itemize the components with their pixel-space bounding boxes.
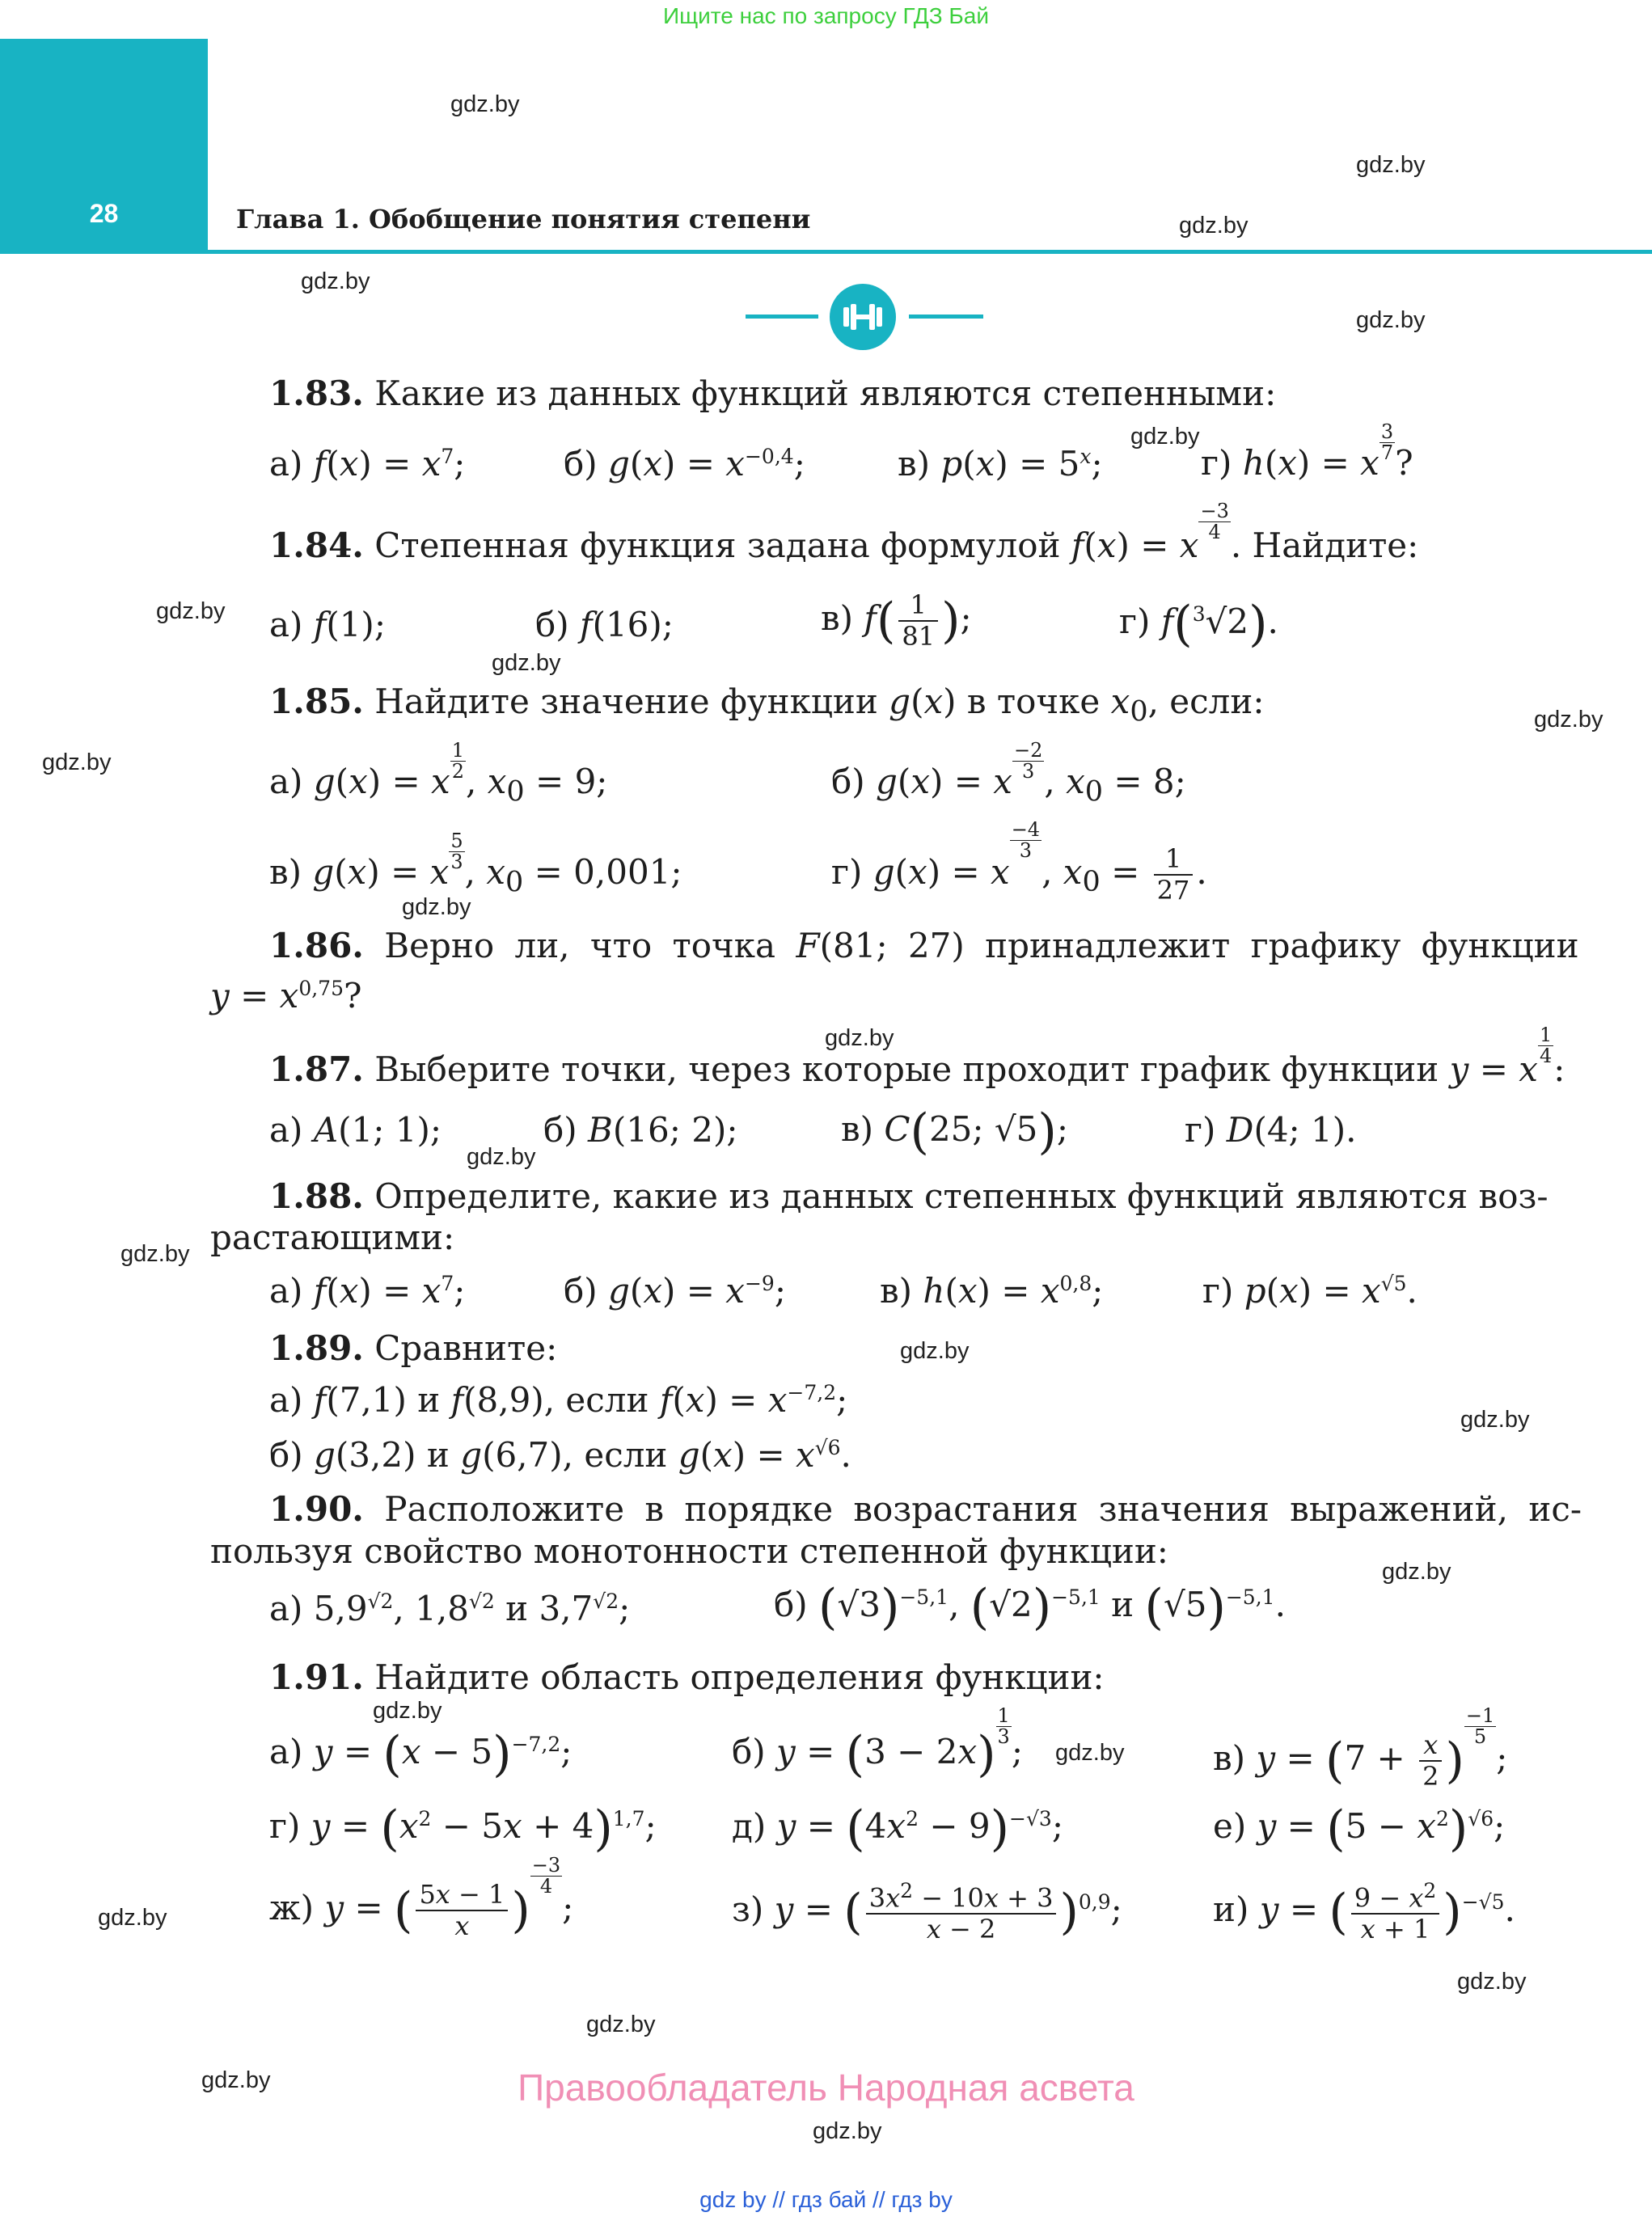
item-1-91-c: в) y = (7 + $\frac{x}{2}$ ) $\frac{-1}{5}$ ; [1213,1704,1508,1792]
watermark: gdz.by [1457,1969,1527,1995]
page-number: 28 [89,199,119,228]
divider-right [909,315,983,319]
item-1-85-b: б) g(x) = x $\frac{-2}{3}$ , $x_0 = 8$; [831,739,1186,809]
item-1-83-c: в) $p(x) = 5^x$; [898,444,1103,483]
problem-1-85: 1.85. Найдите значение функции g(x) в точке $x_0$, если: [269,682,1265,728]
item-1-84-a: а) f(1); [269,605,386,644]
item-1-83-b: б) $g(x) = x^{-0,4}$; [564,444,805,483]
item-1-87-c: в) C(25; √5); [841,1104,1068,1160]
dumbbell-icon [830,284,896,350]
item-1-90-b: б) $(√3)^{-5,1}$, $(√2)^{-5,1}$ и $(√5)^{-5,1}$. [774,1579,1286,1636]
top-note: Ищите нас по запросу ГДЗ Бай [662,3,990,28]
watermark: gdz.by [1179,213,1249,239]
problem-1-86-cont: $y = x^{0,75}$? [210,976,362,1015]
header-rule [208,250,1652,254]
item-1-91-b: б) y = (3 − 2x) $\frac{1}{3}$ ; [732,1704,1023,1783]
watermark: gdz.by [467,1144,536,1170]
item-1-85-c: в) g(x) = x $\frac{5}{3}$ , $x_0 = 0,001$; [269,830,682,899]
item-1-91-e: д) $y = (4x^2 - 9)^{-√3}$; [732,1801,1063,1857]
problem-1-90: 1.90. Расположите в порядке возрастания значения выражений, ис- [269,1489,1582,1529]
problem-1-88: 1.88. Определите, какие из данных степенных функций являются воз- [269,1176,1548,1216]
item-1-88-a: а) $f(x) = x^7$; [269,1271,466,1311]
item-1-91-i: и) y = ( $\frac{9 - x^2}{x + 1}$ )$^{-√5}$. [1213,1879,1515,1945]
item-1-83-d: г) h(x) = x $\frac{3}{7}$ ? [1201,420,1413,483]
problem-1-84: 1.84. Степенная функция задана формулой f(x) = x $\frac{-3}{4}$ . Найдите: [269,500,1419,565]
watermark: gdz.by [900,1338,970,1364]
watermark: gdz.by [98,1905,167,1931]
watermark: gdz.by [1460,1407,1530,1433]
watermark: gdz.by [1055,1740,1125,1766]
watermark: gdz.by [825,1025,894,1051]
watermark: gdz.by [201,2067,271,2093]
watermark: gdz.by [120,1241,190,1267]
item-1-91-d: г) $y = (x^2 - 5x + 4)^{1,7}$; [269,1801,657,1857]
copyright-holder: Правообладатель Народная асвета [518,2067,1134,2109]
item-1-91-f: е) $y = (5 - x^2)^{√6}$; [1213,1801,1506,1857]
item-1-88-d: г) $p(x) = x^{√5}$. [1202,1271,1418,1311]
item-1-84-c: в) f( $\frac{1}{81}$ ); [821,589,972,652]
watermark: gdz.by [450,91,520,117]
watermark: gdz.by [156,598,226,624]
item-1-91-h: з) y = ( $\frac{3x^2 - 10x + 3}{x - 2}$ )$^{0,9}$; [732,1879,1122,1945]
watermark: gdz.by [373,1698,442,1724]
watermark: gdz.by [813,2118,882,2144]
item-1-91-a: а) $y = (x - 5)^{-7,2}$; [269,1726,572,1783]
problem-1-89: 1.89. Сравните: [269,1328,558,1368]
item-1-85-a: а) g(x) = x $\frac{1}{2}$ , $x_0 = 9$; [269,739,608,809]
problem-1-90-cont: пользуя свойство монотонности степенной функции: [210,1531,1168,1571]
watermark: gdz.by [1382,1559,1451,1585]
watermark: gdz.by [1534,707,1603,733]
item-1-85-d: г) g(x) = x $\frac{-4}{3}$ , $x_0$ = $\frac{1}{27}$ . [831,818,1207,906]
watermark: gdz.by [1356,307,1426,333]
watermark: gdz.by [492,650,561,676]
watermark: gdz.by [301,268,370,294]
problem-1-86: 1.86. Верно ли, что точка F(81; 27) принадлежит графику функции [269,926,1579,965]
item-1-89-b: б) g(3,2) и g(6,7), если $g(x) = x^{√6}$. [269,1435,851,1475]
watermark: gdz.by [586,2012,656,2037]
divider-left [746,315,818,319]
item-1-88-b: б) $g(x) = x^{-9}$; [564,1271,786,1311]
chapter-title: Глава 1. Обобщение понятия степени [236,204,811,234]
item-1-84-b: б) f(16); [535,605,674,644]
problem-1-87: 1.87. Выберите точки, через которые проходит график функции y = x $\frac{1}{4}$ : [269,1024,1565,1089]
item-1-91-g: ж) y = ( $\frac{5x - 1}{x}$ ) $\frac{-3}{4}$ ; [269,1854,574,1941]
watermark: gdz.by [402,894,471,920]
item-1-83-a: а) $f(x) = x^7$; [269,444,466,483]
problem-1-88-cont: растающими: [210,1218,455,1257]
item-1-90-a: а) $5,9^{√2}$, $1,8^{√2}$ и $3,7^{√2}$; [269,1589,631,1628]
item-1-87-d: г) D(4; 1). [1185,1110,1357,1150]
problem-1-91: 1.91. Найдите область определения функции: [269,1657,1105,1697]
watermark: gdz.by [1356,152,1426,178]
problem-1-83: 1.83. Какие из данных функций являются степенными: [269,374,1277,413]
footer-links[interactable]: gdz by // гдз бай // гдз by [699,2187,953,2212]
item-1-88-c: в) $h(x) = x^{0,8}$; [880,1271,1104,1311]
watermark: gdz.by [1130,424,1200,450]
item-1-87-b: б) B(16; 2); [543,1110,738,1150]
item-1-89-a: а) f(7,1) и f(8,9), если $f(x) = x^{-7,2}$; [269,1380,848,1420]
item-1-84-d: г) f($^3$√2). [1119,596,1278,652]
item-1-87-a: а) A(1; 1); [269,1110,442,1150]
watermark: gdz.by [42,749,112,775]
